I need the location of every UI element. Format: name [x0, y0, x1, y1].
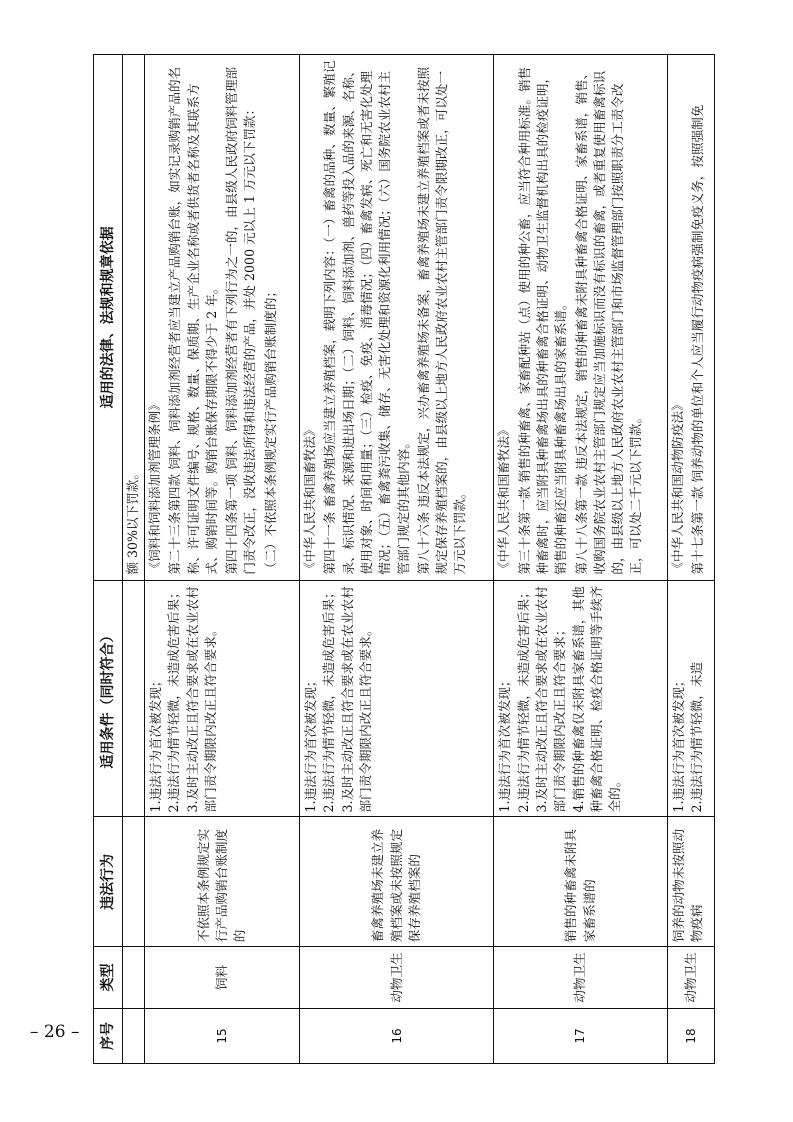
row-conditions	[300, 580, 494, 817]
row-behavior: 不依照本条例规定实行产品购销台账制度的	[145, 817, 300, 947]
row-number: 15	[145, 1008, 300, 1063]
condition-item: 3.及时主动改正且符合要求或在农业农村部门责令期限内改正且符合要求。	[339, 586, 373, 813]
condition-item: 2.违法行为情节轻微，未造成危害后果；	[321, 586, 337, 813]
row-behavior: 饲养的动物未按照动物疫病	[667, 817, 714, 947]
row-number: 17	[494, 1008, 668, 1063]
law-paragraph: 第四十四条第一项 饲料、饲料添加剂经营者有下列行为之一的，由县级人民政府饲料管理部门责令改正，没收违法所得和违法经营的产品，并处 2000 元以上 1 万元以下罚款：	[224, 66, 258, 575]
row-behavior: 畜禽养殖场未建立养殖档案或未按照规定保存养殖档案的	[300, 817, 494, 947]
header-conditions: 适用条件（同时符合）	[94, 580, 123, 817]
law-title: 《饲料和饲料添加剂管理条例》	[147, 398, 162, 575]
row-number: 16	[300, 1008, 494, 1063]
law-title: 《中华人民共和国畜牧法》	[302, 423, 318, 575]
law-paragraph: 第十七条第一款 饲养动物的单位和个人应当履行动物疫病强制免疫义务，按照强制免	[690, 104, 706, 575]
rotated-table-container	[93, 54, 715, 1064]
header-no: 序号	[94, 1008, 123, 1063]
law-paragraph: 第三十条第一款 销售的种畜禽、家畜配种站（点）使用的种公畜，应当符合种用标准。销售种畜禽时，应当附具种畜禽场出具的种畜禽合格证明、动物卫生监督机构出具的检疫证明，销售的种畜还应当附具种畜禽场出具的家畜系谱。	[516, 66, 569, 575]
law-title: 《中华人民共和国动物防疫法》	[669, 398, 685, 575]
row-law	[667, 55, 714, 581]
row-type: 动物卫生	[667, 947, 714, 1009]
row-law	[300, 55, 494, 581]
condition-item: 1.违法行为首次被发现；	[497, 674, 513, 813]
law-paragraph: 第二十三条第四款 饲料、饲料添加剂经营者应当建立产品购销台账，如实记录购销产品的名称、许可证明文件编号、规格、数量、保质期、生产企业名称或者供货者名称及其联系方式、购销时间等。购销台账保存期限不得少于 2 年。	[167, 66, 219, 575]
table-header-row	[94, 55, 123, 1064]
carryover-row	[123, 55, 145, 1064]
carryover-text: 额 30%以下罚款。	[123, 55, 145, 581]
row-law	[494, 55, 668, 581]
legal-basis-table	[93, 54, 715, 1064]
condition-item: 1.违法行为首次被发现；	[670, 674, 686, 813]
table-row	[667, 55, 714, 1064]
row-behavior: 销售的种畜禽未附具家畜系谱的	[494, 817, 668, 947]
row-type: 饲料	[145, 947, 300, 1009]
row-type: 动物卫生	[494, 947, 668, 1009]
table-row	[300, 55, 494, 1064]
law-paragraph: 第八十八条第一款 违反本法规定，销售的种畜禽未附具种畜禽合格证明、家畜系谱，销售、收购国务院农业农村主管部门规定应当加施标识而没有标识的畜禽，或者重复使用畜禽标识的，由县级以上地方人民政府农业农村主管部门和市场监督管理部门按照职责分工责令改正，可以处二千元以下罚款。	[573, 66, 644, 575]
row-conditions	[494, 580, 668, 817]
law-paragraph: 第四十一条 畜禽养殖场应当建立养殖档案，载明下列内容：（一）畜禽的品种、数量、繁殖记录、标识情况、来源和进出场日期；（二）饲料、饲料添加剂、兽药等投入品的来源、名称、使用对象、时间和用量；（三）检疫、免疫、消毒情况；（四）畜禽发病、死亡和无害化处理情况；（五）畜禽粪污收集、储存、无害化处理和资源化利用情况；（六）国务院农业农村主管部门规定的其他内容。	[322, 60, 411, 575]
row-law	[145, 55, 300, 581]
condition-item: 2.违法行为情节轻微，未造成危害后果；	[515, 586, 531, 813]
condition-item: 4.销售的种畜禽仅未附具家畜系谱，其他种畜禽合格证明、检疫合格证明等手续齐全的。	[570, 585, 623, 813]
condition-item: 3.及时主动改正且符合要求或在农业农村部门责令期限内改正且符合要求。	[184, 586, 218, 813]
condition-item: 3.及时主动改正且符合要求或在农业农村部门责令期限内改正且符合要求；	[533, 586, 568, 813]
table-row	[145, 55, 300, 1064]
row-number: 18	[667, 1008, 714, 1063]
condition-item: 2.违法行为情节轻微，未造成危害后果；	[166, 586, 182, 813]
condition-item: 1.违法行为首次被发现；	[303, 674, 319, 813]
condition-item: 1.违法行为首次被发现；	[148, 674, 163, 813]
law-paragraph: （二）不依照本条例规定实行产品购销台账制度的；	[262, 284, 278, 575]
header-behavior: 违法行为	[94, 817, 123, 947]
table-row	[494, 55, 668, 1064]
header-type: 类型	[94, 947, 123, 1009]
row-type: 动物卫生	[300, 947, 494, 1009]
row-conditions	[667, 580, 714, 817]
page-number: – 26 –	[30, 1022, 80, 1042]
row-conditions	[145, 580, 300, 817]
law-paragraph: 第八十六条 违反本法规定，兴办畜禽养殖场未备案，畜禽养殖场未建立养殖档案或者未按照规定保存养殖档案的，由县级以上地方人民政府农业农村主管部门责令限期改正，可以处一万元以下罚款。	[415, 66, 468, 575]
header-law: 适用的法律、法规和规章依据	[94, 55, 123, 581]
law-title: 《中华人民共和国畜牧法》	[496, 423, 512, 575]
condition-item: 2.违法行为情节轻微，未造	[689, 661, 705, 813]
